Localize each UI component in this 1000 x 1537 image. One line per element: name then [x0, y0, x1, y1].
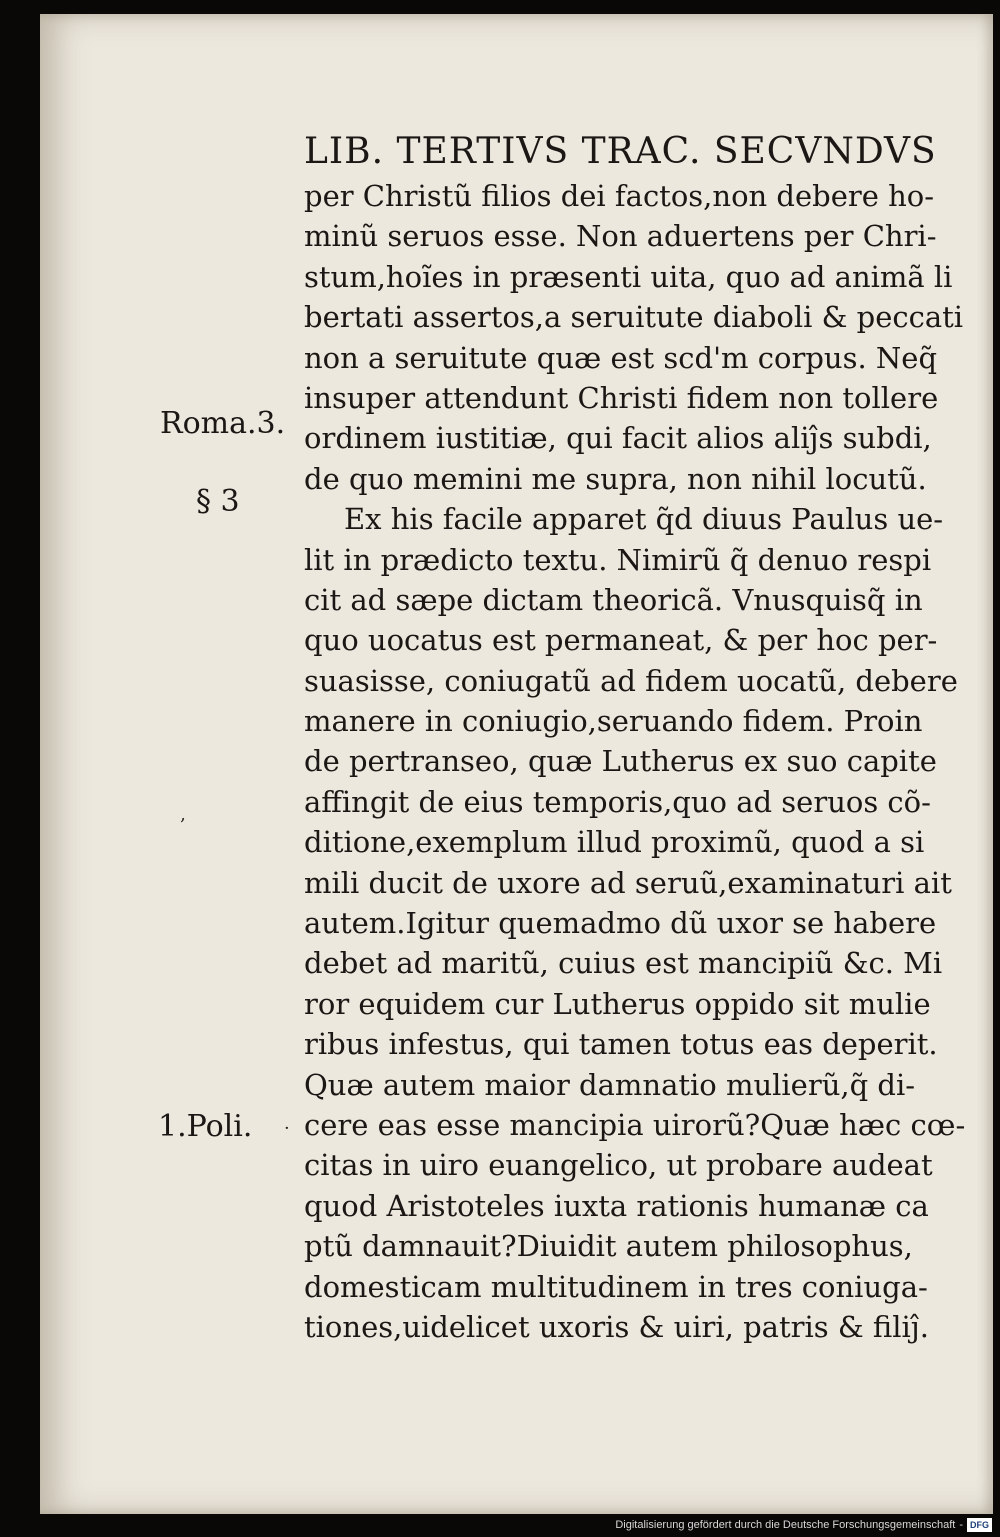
paragraph-start-line: Ex his facile apparet q̃d diuus Paulus ue-	[344, 502, 944, 537]
text-line: de pertranseo, quæ Lutherus ex suo capite	[304, 744, 937, 779]
text-line: ror equidem cur Lutherus oppido sit mulie	[304, 986, 931, 1021]
text-line: ptũ damnauit?Diuidit autem philosophus,	[304, 1229, 913, 1264]
text-line: manere in coniugio,seruando fidem. Proin	[304, 704, 923, 739]
text-line: lit in prædicto textu. Nimirũ q̃ denuo respi	[304, 542, 932, 577]
text-line: tiones,uidelicet uxoris & uiri, patris & filiĵ.	[304, 1309, 930, 1344]
text-line: minũ seruos esse. Non aduertens per Chri-	[304, 219, 937, 254]
text-line: stum,hoĩes in præsenti uita, quo ad animã li	[304, 259, 953, 294]
text-line: domesticam multitudinem in tres coniuga-	[304, 1269, 928, 1304]
text-line: cere eas esse mancipia uirorũ?Quæ hæc cœ-	[304, 1107, 966, 1142]
text-line: ordinem iustitiæ, qui facit alios aliĵs subdi,	[304, 421, 932, 456]
text-line: suasisse, coniugatũ ad fidem uocatũ, debere	[304, 663, 958, 698]
text-line: insuper attendunt Christi fidem non tollere	[304, 380, 939, 415]
marginal-note-poli: 1.Poli.	[158, 1109, 253, 1144]
marginal-note-roma: Roma.3.	[160, 406, 286, 441]
text-line: quo uocatus est permaneat, & per hoc per-	[304, 623, 938, 658]
text-line: bertati assertos,a seruitute diaboli & peccati	[304, 300, 964, 335]
running-head: LIB. TERTIVS TRAC. SECVNDVS	[304, 131, 937, 172]
text-line: affingit de eius temporis,quo ad seruos cõ-	[304, 784, 931, 819]
text-line: per Christũ filios dei factos,non debere ho-	[304, 179, 935, 213]
ink-speck: ·	[284, 1118, 290, 1139]
text-line: ribus infestus, qui tamen totus eas deperit.	[304, 1027, 938, 1062]
text-line: quod Aristoteles iuxta rationis humanæ ca	[304, 1188, 929, 1223]
digitization-footer	[615, 1516, 992, 1534]
text-line: non a seruitute quæ est scd'm corpus. Neq̃	[304, 340, 938, 375]
ink-speck: ‚	[180, 804, 186, 825]
text-line: citas in uiro euangelico, ut probare audeat	[304, 1148, 933, 1183]
text-line: cit ad sæpe dictam theoricã. Vnusquisq̃ in	[304, 582, 923, 617]
footer-separator: -	[959, 1519, 963, 1531]
text-line: ditione,exemplum illud proximũ, quod a si	[304, 825, 925, 860]
text-line: mili ducit de uxore ad seruũ,examinaturi ait	[304, 865, 952, 900]
funding-credit: Digitalisierung gefördert durch die Deutsche Forschungsgemeinschaft	[615, 1519, 956, 1531]
book-page	[40, 14, 993, 1514]
dfg-logo-icon: DFG	[967, 1518, 992, 1532]
main-text-block	[304, 130, 984, 1347]
text-line: de quo memini me supra, non nihil locutũ.	[304, 461, 927, 496]
text-line: Quæ autem maior damnatio mulierũ,q̃ di-	[304, 1067, 916, 1102]
text-line: debet ad maritũ, cuius est mancipiũ &c. Mi	[304, 946, 943, 981]
marginal-section-mark: § 3	[196, 484, 240, 519]
text-line: autem.Igitur quemadmo dũ uxor se habere	[304, 906, 937, 941]
